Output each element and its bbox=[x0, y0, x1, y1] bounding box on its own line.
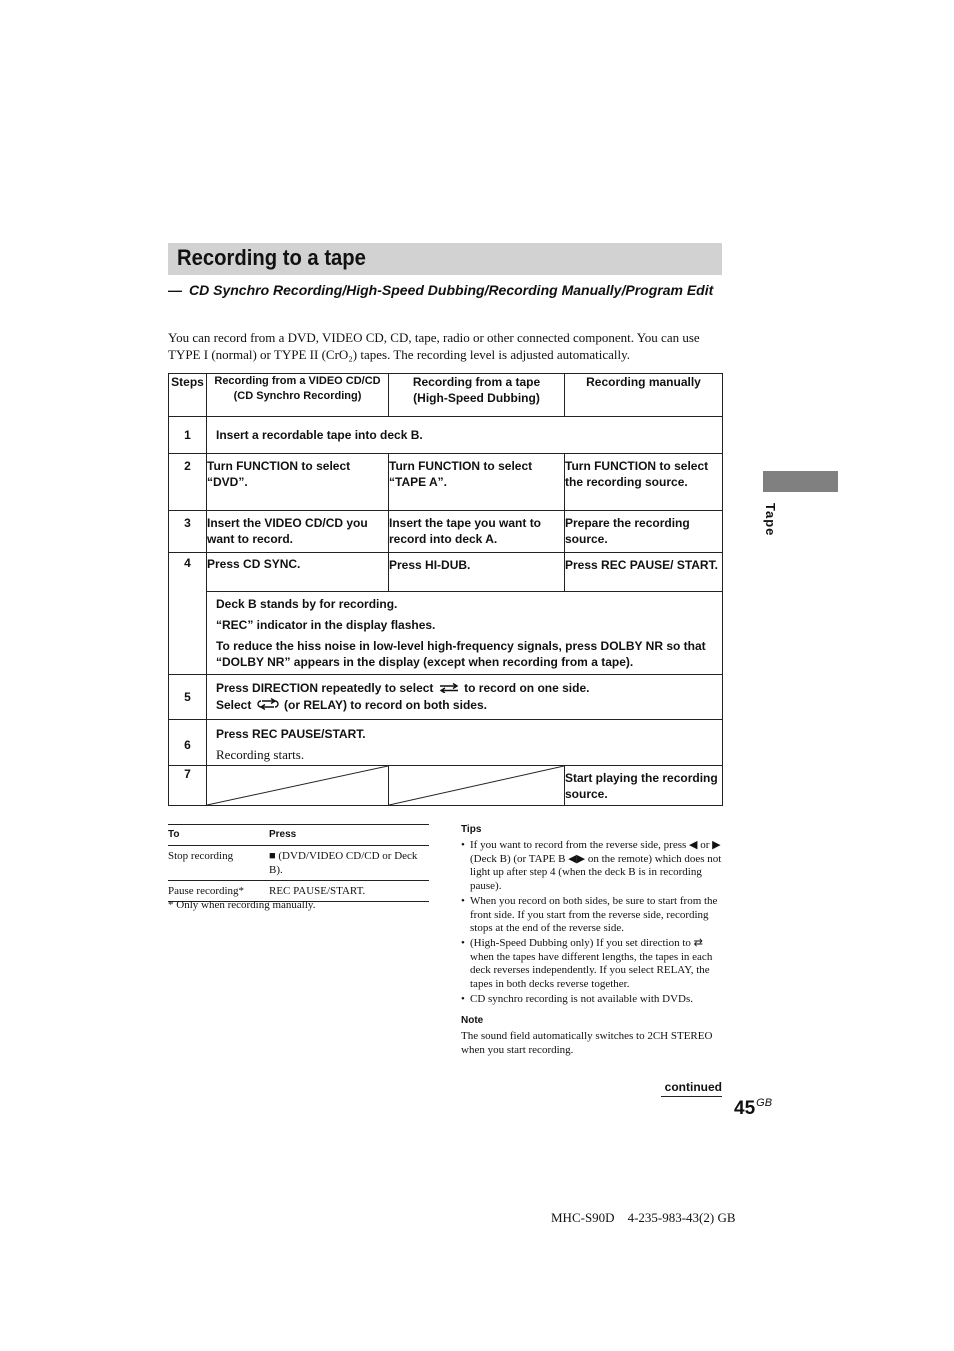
step-number-4: 4 bbox=[169, 553, 207, 675]
page-number-value: 45 bbox=[734, 1098, 756, 1119]
step-5-line-2b: (or RELAY) to record on both sides. bbox=[284, 698, 487, 712]
step-6-note: Recording starts. bbox=[216, 747, 305, 762]
step-number-3: 3 bbox=[169, 511, 207, 553]
step-2-col1: Turn FUNCTION to select “DVD”. bbox=[207, 454, 389, 511]
step-4-notes bbox=[207, 592, 723, 675]
subtitle-dash: — bbox=[168, 282, 182, 298]
step-3-col1: Insert the VIDEO CD/CD you want to record. bbox=[207, 511, 389, 553]
section-tab-marker bbox=[763, 471, 838, 492]
both-sides-direction-icon bbox=[257, 698, 279, 714]
step-1-text: Insert a recordable tape into deck B. bbox=[207, 417, 723, 454]
step-row-4-notes bbox=[169, 592, 723, 675]
controls-row-2-press: REC PAUSE/START. bbox=[269, 881, 429, 902]
diagonal-strike bbox=[389, 766, 564, 805]
intro-paragraph: You can record from a DVD, VIDEO CD, CD, tape, radio or other connected component. You can use TYPE I (normal) or TYPE II (CrO₂) tapes. The recording level is adjusted automatically. bbox=[168, 330, 700, 362]
step-7-col3: Start playing the recording source. bbox=[565, 766, 723, 806]
section-tab-label: Tape bbox=[763, 503, 778, 537]
list-item: • If you want to record from the reverse side, press ◀ or ▶ (Deck B) (or TAPE B ◀▶ on the remote) which does not light up after step 4 (when the deck B is in recording pause). bbox=[461, 839, 723, 894]
controls-footnote: * Only when recording manually. bbox=[168, 899, 316, 911]
header-cd-synchro: Recording from a VIDEO CD/CD (CD Synchro Recording) bbox=[207, 374, 389, 417]
header-high-speed: Recording from a tape (High-Speed Dubbing) bbox=[389, 374, 565, 417]
step-4-col2: Press HI-DUB. bbox=[389, 553, 565, 592]
step-7-col2-empty bbox=[389, 766, 565, 806]
note-label: Note bbox=[461, 1015, 484, 1027]
controls-row-1-press: ■ (DVD/VIDEO CD/CD or Deck B). bbox=[269, 846, 429, 881]
diagonal-strike bbox=[207, 766, 388, 805]
step-5-text bbox=[207, 675, 723, 720]
header-manual: Recording manually bbox=[565, 374, 723, 417]
step-row-6 bbox=[169, 720, 723, 766]
header-steps: Steps bbox=[169, 374, 207, 417]
step-number-5: 5 bbox=[169, 675, 207, 720]
step-2-col3: Turn FUNCTION to select the recording source. bbox=[565, 454, 723, 511]
step-3-col3: Prepare the recording source. bbox=[565, 511, 723, 553]
step-number-7: 7 bbox=[169, 766, 207, 806]
step-row-1 bbox=[169, 417, 723, 454]
page-title: Recording to a tape bbox=[177, 245, 366, 270]
step-row-2 bbox=[169, 454, 723, 511]
step-4-note-1: Deck B stands by for recording. bbox=[216, 597, 398, 611]
step-4-col3: Press REC PAUSE/ START. bbox=[565, 553, 723, 592]
step-6-cell bbox=[207, 720, 723, 766]
controls-table bbox=[168, 824, 429, 902]
model-code: MHC-S90D 4-235-983-43(2) GB bbox=[551, 1210, 736, 1225]
controls-row-2-to: Pause recording* bbox=[168, 881, 269, 902]
subtitle-text: CD Synchro Recording/High-Speed Dubbing/Recording Manually/Program Edit bbox=[189, 282, 714, 298]
page-number-suffix: GB bbox=[756, 1097, 773, 1109]
controls-header-press: Press bbox=[269, 825, 429, 846]
step-5-line-1a: Press DIRECTION repeatedly to select bbox=[216, 681, 434, 696]
list-item: • (High-Speed Dubbing only) If you set direction to ⇄ when the tapes have different lengths, the tapes in each deck reverses independently. If you select RELAY, the tapes in both decks reverse together. bbox=[461, 937, 723, 992]
tips-section bbox=[461, 823, 723, 1058]
step-4-note-2: “REC” indicator in the display flashes. bbox=[216, 618, 436, 632]
step-6-text: Press REC PAUSE/START. bbox=[216, 727, 366, 741]
step-5-line-2 bbox=[216, 697, 722, 714]
step-row-3 bbox=[169, 511, 723, 553]
step-5-line-2a: Select bbox=[216, 698, 252, 712]
list-item: • When you record on both sides, be sure to start from the front side. If you start from the reverse side, recording stops at the end of the reverse side. bbox=[461, 895, 723, 936]
title-bar bbox=[168, 243, 722, 275]
step-7-col1-empty bbox=[207, 766, 389, 806]
steps-table bbox=[168, 373, 723, 806]
step-3-col2: Insert the tape you want to record into deck A. bbox=[389, 511, 565, 553]
step-number-2: 2 bbox=[169, 454, 207, 511]
step-row-4 bbox=[169, 553, 723, 592]
step-4-col1: Press CD SYNC. bbox=[207, 553, 389, 592]
tips-list bbox=[461, 839, 723, 1006]
step-number-6: 6 bbox=[169, 720, 207, 766]
subtitle bbox=[168, 282, 722, 299]
step-row-7 bbox=[169, 766, 723, 806]
table-row bbox=[168, 846, 429, 881]
list-item: • CD synchro recording is not available with DVDs. bbox=[461, 993, 723, 1007]
step-5-line-1b: to record on one side. bbox=[464, 681, 590, 696]
step-4-note-3: To reduce the hiss noise in low-level high-frequency signals, press DOLBY NR so that “DOLBY NR” appears in the display (except when recording from a tape). bbox=[216, 639, 706, 669]
continued-marker: continued bbox=[661, 1080, 722, 1097]
tips-label: Tips bbox=[461, 824, 482, 835]
note-text: The sound field automatically switches to 2CH STEREO when you start recording. bbox=[461, 1030, 713, 1057]
one-side-direction-icon bbox=[439, 681, 459, 697]
controls-header-to: To bbox=[168, 825, 269, 846]
page-number bbox=[734, 1098, 772, 1120]
controls-header-row bbox=[168, 825, 429, 846]
step-2-col2: Turn FUNCTION to select “TAPE A”. bbox=[389, 454, 565, 511]
step-number-1: 1 bbox=[169, 417, 207, 454]
steps-header-row bbox=[169, 374, 723, 417]
step-5-line-1 bbox=[216, 680, 722, 697]
controls-row-1-to: Stop recording bbox=[168, 846, 269, 881]
step-row-5 bbox=[169, 675, 723, 720]
